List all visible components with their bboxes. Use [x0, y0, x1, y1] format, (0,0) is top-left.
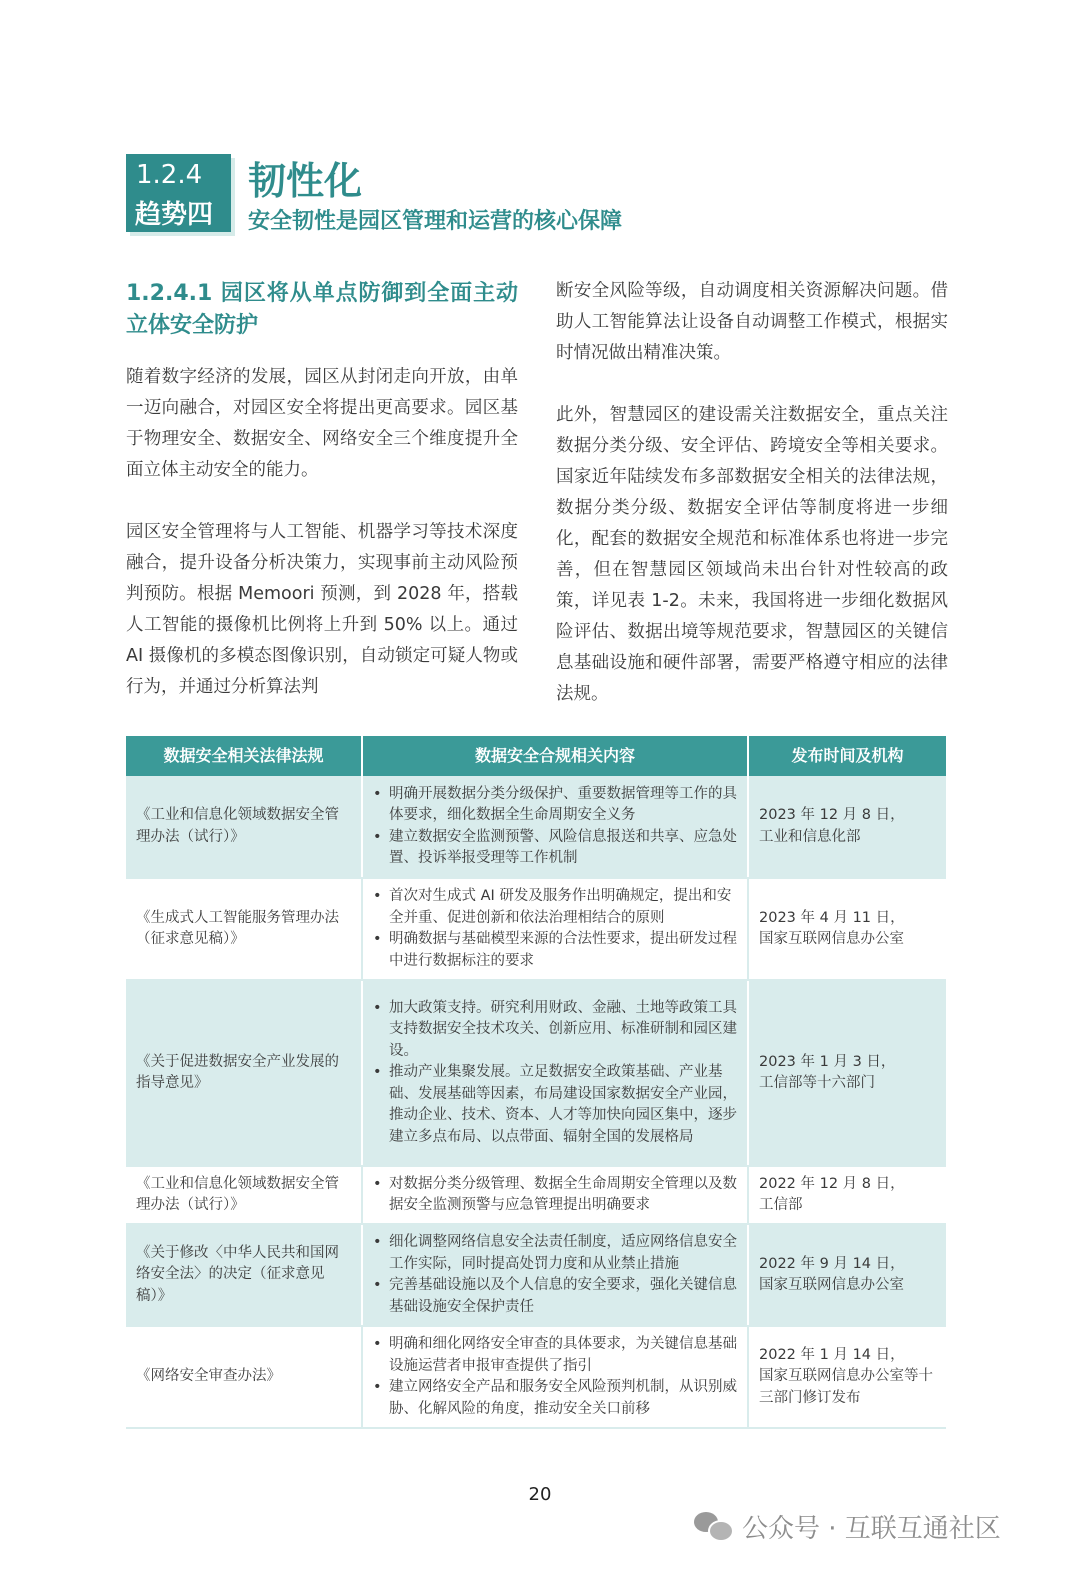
release-date: 2023 年 1 月 3 日，	[759, 1053, 896, 1070]
table-row	[126, 980, 946, 1166]
column-header-date: 发布时间及机构	[748, 736, 946, 776]
section-badge	[126, 154, 231, 232]
law-name-cell: 《网络安全审查办法》	[126, 1326, 362, 1428]
release-org: 工信部等十六部门	[759, 1075, 875, 1091]
content-cell	[362, 980, 748, 1166]
date-cell	[748, 1326, 946, 1428]
body-paragraph: 此外，智慧园区的建设需关注数据安全，重点关注数据分类分级、安全评估、跨境安全等相关要求。国家近年陆续发布多部数据安全相关的法律法规，数据分类分级、数据安全评估等制度将进一步细化，配套的数据安全规范和标准体系也将进一步完善，但在智慧园区领域尚未出台针对性较高的政策，详见表 1-2。未来，我国将进一步细化数据风险评估、数据出境等规范要求，智慧园区的关键信息基础设施和硬件部署，需要严格遵守相应的法律法规。	[556, 405, 948, 704]
section-trend-label: 趋势四	[135, 200, 214, 230]
date-cell	[748, 1224, 946, 1326]
content-bullet: • 细化调整网络信息安全法责任制度，适应网络信息安全工作实际，同时提高处罚力度和从业禁止措施	[389, 1232, 737, 1275]
watermark-text: 公众号 · 互联互通社区	[742, 1513, 1001, 1544]
left-column	[126, 278, 518, 734]
page-number: 20	[528, 1484, 552, 1505]
release-org: 工业和信息化部	[759, 828, 861, 845]
body-paragraph: 断安全风险等级，自动调度相关资源解决问题。借助人工智能算法让设备自动调整工作模式，根据实时情况做出精准决策。	[556, 281, 948, 363]
law-name-cell: 《工业和信息化领域数据安全管理办法（试行）》	[126, 1166, 362, 1224]
release-org: 国家互联网信息办公室等十三部门修订发布	[759, 1368, 933, 1406]
section-header	[126, 154, 946, 234]
content-bullet: • 加大政策支持。研究利用财政、金融、土地等政策工具支持数据安全技术攻关、创新应用、标准研制和园区建设。	[389, 998, 737, 1063]
date-cell	[748, 980, 946, 1166]
release-date: 2023 年 4 月 11 日，	[759, 909, 905, 926]
section-title: 韧性化	[248, 159, 363, 203]
release-org: 国家互联网信息办公室	[759, 931, 904, 947]
column-header-content: 数据安全合规相关内容	[362, 736, 748, 776]
content-cell	[362, 878, 748, 980]
date-cell	[748, 776, 946, 878]
watermark	[694, 1506, 1001, 1546]
content-cell	[362, 1224, 748, 1326]
release-org: 国家互联网信息办公室	[759, 1277, 904, 1293]
content-bullet: • 推动产业集聚发展。立足数据安全政策基础、产业基础、发展基础等因素，布局建设国家数据安全产业园，推动企业、技术、资本、人才等加快向园区集中，逐步建立多点布局、以点带面、辐射全国的发展格局	[389, 1062, 737, 1148]
release-date: 2022 年 9 月 14 日，	[759, 1255, 905, 1272]
table-row	[126, 1224, 946, 1326]
table-header-row	[126, 736, 946, 776]
release-org: 工信部	[759, 1197, 803, 1213]
content-cell	[362, 776, 748, 878]
content-bullet: • 完善基础设施以及个人信息的安全要求，强化关键信息基础设施安全保护责任	[389, 1275, 737, 1318]
content-bullet: • 首次对生成式 AI 研发及服务作出明确规定，提出和安全并重、促进创新和依法治理相结合的原则	[389, 886, 737, 929]
content-bullet: • 明确数据与基础模型来源的合法性要求，提出研发过程中进行数据标注的要求	[389, 929, 737, 972]
table-row	[126, 1166, 946, 1224]
law-name-cell: 《工业和信息化领域数据安全管理办法（试行）》	[126, 776, 362, 878]
law-name-cell: 《生成式人工智能服务管理办法（征求意见稿）》	[126, 878, 362, 980]
date-cell	[748, 878, 946, 980]
content-bullet: • 明确和细化网络安全审查的具体要求，为关键信息基础设施运营者申报审查提供了指引	[389, 1334, 737, 1377]
table-row	[126, 1326, 946, 1428]
content-cell	[362, 1166, 748, 1224]
release-date: 2022 年 1 月 14 日，	[759, 1346, 905, 1363]
date-cell	[748, 1166, 946, 1224]
section-subtitle: 安全韧性是园区管理和运营的核心保障	[248, 209, 623, 234]
content-bullet: • 建立网络安全产品和服务安全风险预判机制，从识别威胁、化解风险的角度，推动安全关口前移	[389, 1377, 737, 1420]
regulations-table	[126, 736, 946, 1429]
content-bullet: • 对数据分类分级管理、数据全生命周期安全管理以及数据安全监测预警与应急管理提出明确要求	[389, 1174, 737, 1217]
right-column	[556, 276, 948, 741]
release-date: 2023 年 12 月 8 日，	[759, 807, 905, 823]
law-name-cell: 《关于促进数据安全产业发展的指导意见》	[126, 980, 362, 1166]
release-date: 2022 年 12 月 8 日，	[759, 1175, 905, 1192]
law-name-cell: 《关于修改〈中华人民共和国网络安全法〉的决定（征求意见稿）》	[126, 1224, 362, 1326]
body-paragraph: 随着数字经济的发展，园区从封闭走向开放，由单一迈向融合，对园区安全将提出更高要求。园区基于物理安全、数据安全、网络安全三个维度提升全面立体主动安全的能力。	[126, 367, 518, 480]
content-bullet: • 明确开展数据分类分级保护、重要数据管理等工作的具体要求，细化数据全生命周期安全义务	[389, 784, 737, 827]
wechat-icon	[694, 1510, 734, 1542]
content-cell	[362, 1326, 748, 1428]
column-header-law: 数据安全相关法律法规	[126, 736, 362, 776]
body-paragraph: 园区安全管理将与人工智能、机器学习等技术深度融合，提升设备分析决策力，实现事前主动风险预判预防。根据 Memoori 预测，到 2028 年，搭载人工智能的摄像机比例将上升到 50% 以上。通过 AI 摄像机的多模态图像识别，自动锁定可疑人物或行为，并通过分析算法判	[126, 522, 518, 697]
table-row	[126, 878, 946, 980]
content-bullet: • 建立数据安全监测预警、风险信息报送和共享、应急处置、投诉举报受理等工作机制	[389, 827, 737, 870]
subsection-heading: 1.2.4.1 园区将从单点防御到全面主动立体安全防护	[126, 281, 518, 338]
table-row	[126, 776, 946, 878]
section-number: 1.2.4	[136, 160, 203, 190]
